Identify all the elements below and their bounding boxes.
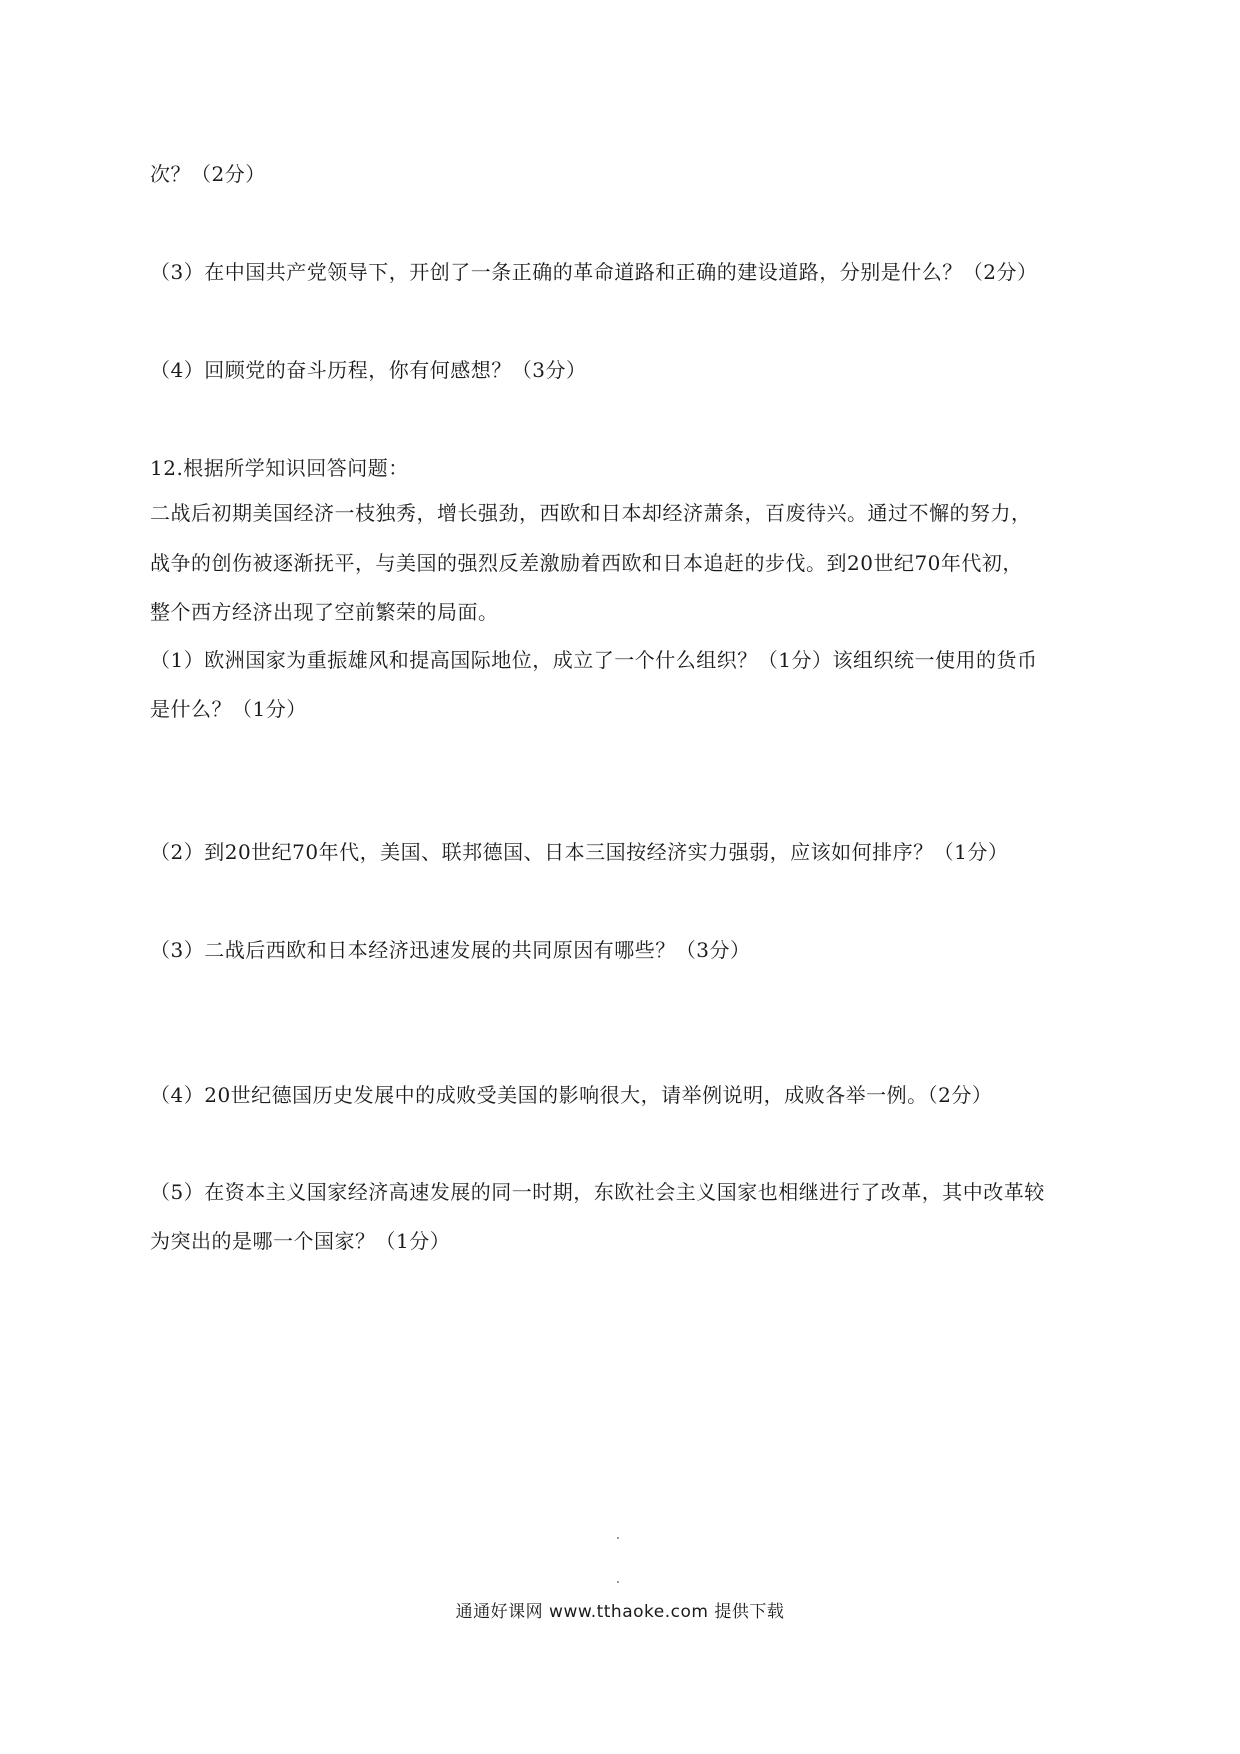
question-12-1-line-1: （1）欧洲国家为重振雄风和提高国际地位，成立了一个什么组织？（1分）该组织统一使用的货币 <box>150 648 1038 672</box>
page-footer: 通通好课网 www.tthaoke.com 提供下载 <box>455 1602 785 1622</box>
material-paragraph-line-3: 整个西方经济出现了空前繁荣的局面。 <box>150 600 499 624</box>
question-11-4: （4）回顾党的奋斗历程，你有何感想？（3分） <box>150 358 587 382</box>
question-12-5-line-1: （5）在资本主义国家经济高速发展的同一时期，东欧社会主义国家也相继进行了改革，其中改革较 <box>150 1180 1045 1204</box>
question-12-1-line-2: 是什么？（1分） <box>150 697 307 721</box>
material-paragraph-line-1: 二战后初期美国经济一枝独秀，增长强劲，西欧和日本却经济萧条，百废待兴。通过不懈的努力， <box>150 501 1032 525</box>
question-12-2: （2）到20世纪70年代，美国、联邦德国、日本三国按经济实力强弱，应该如何排序？（1分） <box>150 840 1009 864</box>
scan-speck <box>617 1537 619 1539</box>
scan-speck <box>617 1581 619 1583</box>
question-12-4: （4）20世纪德国历史发展中的成败受美国的影响很大，请举例说明，成败各举一例。（2分） <box>150 1083 993 1107</box>
material-paragraph-line-2: 战争的创伤被逐渐抚平，与美国的强烈反差激励着西欧和日本追赶的步伐。到20世纪70年代初， <box>150 551 1023 575</box>
question-12-5-line-2: 为突出的是哪一个国家？（1分） <box>150 1229 451 1253</box>
question-11-3: （3）在中国共产党领导下，开创了一条正确的革命道路和正确的建设道路，分别是什么？（2分） <box>150 260 1038 284</box>
question-12-heading: 12.根据所学知识回答问题： <box>150 456 409 480</box>
question-12-3: （3）二战后西欧和日本经济迅速发展的共同原因有哪些？（3分） <box>150 938 751 962</box>
question-11-2-continuation: 次？（2分） <box>150 162 266 186</box>
